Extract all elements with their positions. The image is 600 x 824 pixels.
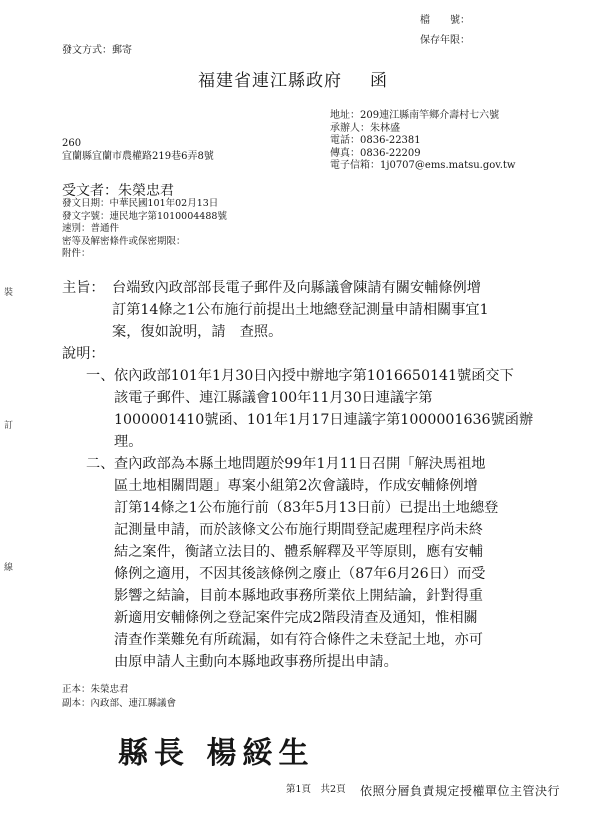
explanation-item-2 xyxy=(114,453,498,673)
subject-line: 案，復如說明，請 查照。 xyxy=(112,324,283,340)
explanation-item-2-number: 二、 xyxy=(86,456,115,472)
document-number: 發文字號：連民地字第1010004488號 xyxy=(62,210,227,222)
recipient-address: 宜蘭縣宜蘭市農權路219巷6弄8號 xyxy=(62,151,214,162)
subject-text xyxy=(112,277,489,343)
binding-mark-zhuang: 裝 xyxy=(4,288,14,298)
explanation-line: 結之案件，衡諸立法目的、體系解釋及平等原則，應有安輔 xyxy=(114,544,483,560)
subject-line: 台端致內政部部長電子郵件及向縣議會陳請有關安輔條例增 xyxy=(112,280,481,296)
explanation-line: 該電子郵件、連江縣議會100年11月30日連議字第 xyxy=(114,390,433,406)
secrecy-level: 密等及解密條件或保密期限： xyxy=(62,235,186,247)
subject-line: 訂第14條之1公布施行前提出土地總登記測量申請相關事宜1 xyxy=(112,302,489,318)
explanation-line: 條例之適用，不因其後該條例之廢止（87年6月26日）而受 xyxy=(114,566,486,582)
recipient: 受文者：朱榮忠君 xyxy=(62,183,174,199)
binding-mark-ding: 訂 xyxy=(4,421,14,431)
sender-contact-block xyxy=(330,110,515,173)
explanation-item-1 xyxy=(114,365,533,453)
explanation-line: 區土地相關問題」專案小組第2次會議時，作成安輔條例增 xyxy=(114,478,478,494)
fax-number: 傳真：0836-22209 xyxy=(330,147,421,159)
document-meta xyxy=(62,198,227,261)
mayor-signature: 縣長 楊綏生 xyxy=(118,736,315,771)
handler-name: 承辦人：朱林盛 xyxy=(330,122,400,134)
file-number-label: 檔 號： xyxy=(420,15,470,26)
subject-label: 主旨： xyxy=(62,280,105,296)
explanation-line: 由原申請人主動向本縣地政事務所提出申請。 xyxy=(114,654,398,670)
copies-block xyxy=(62,683,176,711)
sender-address: 地址：209連江縣南竿鄉介壽村七六號 xyxy=(330,110,500,121)
agency-title: 福建省連江縣政府 xyxy=(198,71,342,91)
page-number: 第1頁 共2頁 xyxy=(286,784,346,795)
explanation-line: 影響之結論，目前本縣地政事務所業依上開結論，針對得重 xyxy=(114,588,483,604)
issue-date: 發文日期：中華民國101年02月13日 xyxy=(62,198,219,209)
email-address: 電子信箱：1j0707@ems.matsu.gov.tw xyxy=(330,160,516,171)
delivery-method: 發文方式：郵寄 xyxy=(62,45,132,56)
document-type: 函 xyxy=(370,71,388,91)
retention-period-label: 保存年限： xyxy=(420,35,470,46)
explanation-line: 新適用安輔條例之登記案件完成2階段清查及通知，惟相關 xyxy=(114,610,478,626)
explanation-label: 說明： xyxy=(62,346,105,362)
phone-number: 電話：0836-22381 xyxy=(330,135,421,146)
explanation-line: 理。 xyxy=(114,434,143,450)
explanation-line: 1000001410號函、101年1月17日連議字第1000001636號函辦 xyxy=(114,412,534,428)
duplicate-copy: 副本：內政部、連江縣議會 xyxy=(62,698,177,709)
explanation-line: 查內政部為本縣土地問題於99年1月11日召開「解決馬祖地 xyxy=(114,456,486,472)
authority-note: 依照分層負責規定授權單位主管決行 xyxy=(360,784,561,798)
attachment: 附件： xyxy=(62,248,91,260)
original-copy: 正本：朱榮忠君 xyxy=(62,684,129,695)
speed-class: 速別：普通件 xyxy=(62,223,120,235)
recipient-zip: 260 xyxy=(62,138,82,149)
explanation-item-1-number: 一、 xyxy=(86,368,115,384)
explanation-line: 訂第14條之1公布施行前（83年5月13日前）已提出土地總登 xyxy=(114,500,499,516)
explanation-line: 記測量申請，而於該條文公布施行期間登記處理程序尚未終 xyxy=(114,522,483,538)
binding-mark-xian: 線 xyxy=(4,563,14,573)
explanation-line: 清查作業難免有所疏漏，如有符合條件之未登記土地，亦可 xyxy=(114,632,483,648)
explanation-line: 依內政部101年1月30日內授中辦地字第1016650141號函交下 xyxy=(114,368,514,384)
